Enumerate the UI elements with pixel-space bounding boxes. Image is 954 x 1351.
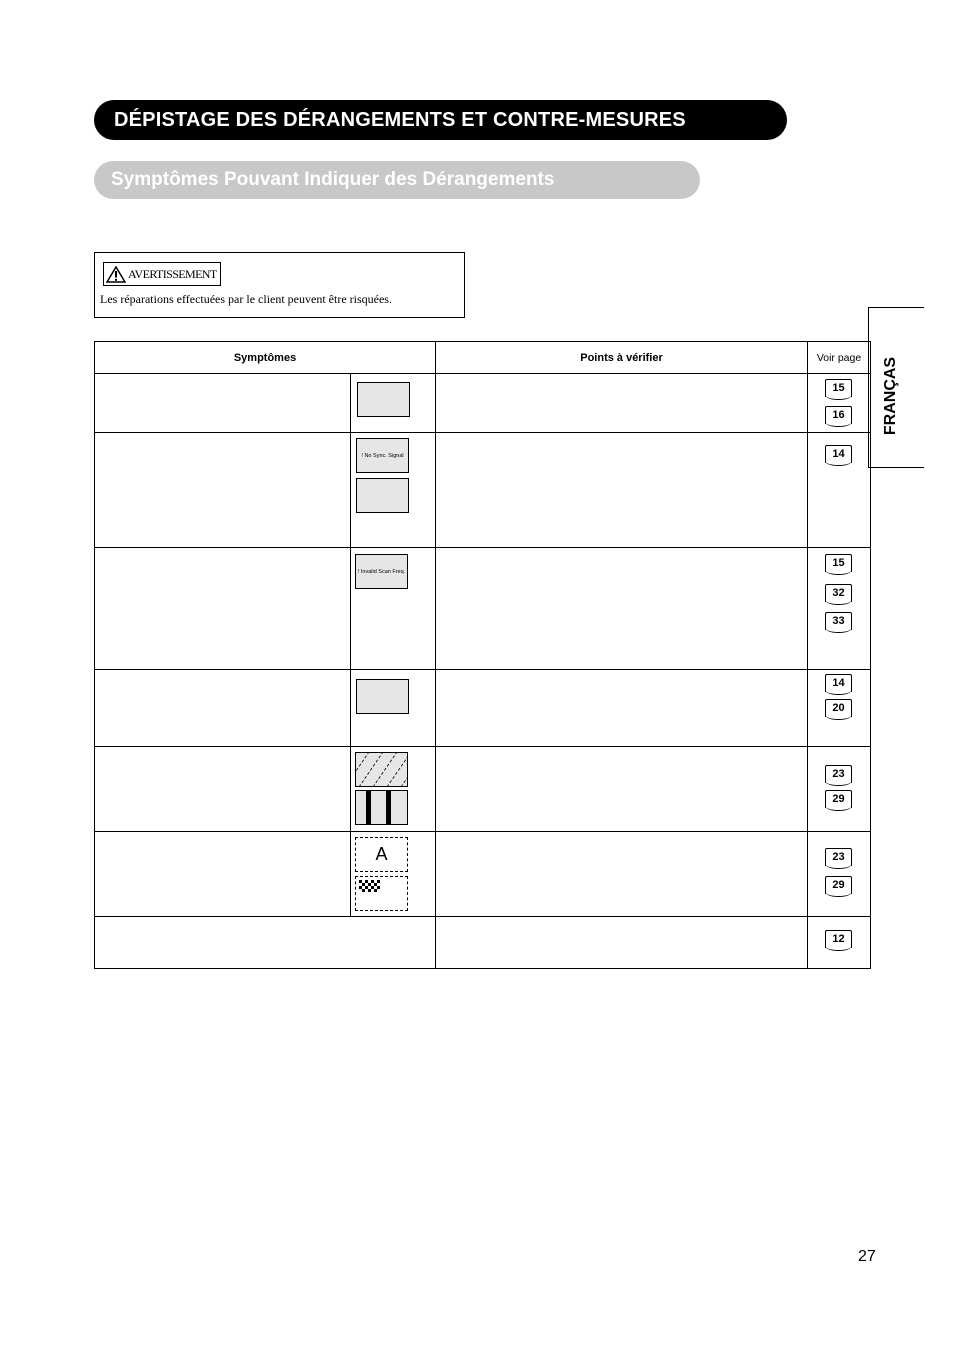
screen-vertical-bars	[355, 790, 408, 825]
points-cell	[436, 374, 808, 433]
table-row	[95, 917, 871, 969]
points-cell	[436, 917, 808, 969]
screen-no-sync-message: ! No Sync. Signal	[356, 438, 409, 473]
symptom-cell	[95, 670, 351, 747]
page-ref-book: 20	[825, 699, 852, 717]
header-pages: Voir page	[808, 342, 871, 374]
page-ref-book: 15	[825, 379, 852, 397]
points-cell	[436, 670, 808, 747]
header-symptoms: Symptômes	[95, 342, 436, 374]
screen-cell	[351, 747, 436, 832]
header-points: Points à vérifier	[436, 342, 808, 374]
page-ref-book: 33	[825, 612, 852, 630]
page-ref-cell	[808, 548, 871, 670]
symptom-cell	[95, 374, 351, 433]
points-cell	[436, 548, 808, 670]
points-cell	[436, 747, 808, 832]
page-ref-cell	[808, 832, 871, 917]
warning-text: Les réparations effectuées par le client peuvent être risquées.	[100, 292, 392, 306]
screen-cell	[351, 374, 436, 433]
screen-blank	[357, 382, 410, 417]
page-number: 27	[858, 1248, 876, 1265]
page-ref-book: 29	[825, 876, 852, 894]
screen-blank	[356, 478, 409, 513]
points-cell	[436, 433, 808, 548]
page-ref-book: 23	[825, 848, 852, 866]
screen-invalid-scan-message: ! Invalid Scan Freq.	[355, 554, 408, 589]
symptom-cell	[95, 917, 436, 969]
warning-label-box	[103, 262, 221, 286]
section-title: DÉPISTAGE DES DÉRANGEMENTS ET CONTRE-MESURES	[114, 108, 686, 131]
screen-cell	[351, 670, 436, 747]
table-header-row	[95, 342, 871, 374]
subsection-title-bar	[94, 161, 700, 199]
page-ref-book: 14	[825, 674, 852, 692]
table-row	[95, 433, 871, 548]
page-ref-cell	[808, 917, 871, 969]
screen-cell	[351, 433, 436, 548]
symptom-cell	[95, 832, 351, 917]
page-ref-cell	[808, 374, 871, 433]
points-cell	[436, 832, 808, 917]
page-ref-book: 15	[825, 554, 852, 572]
warning-triangle-icon	[106, 266, 126, 283]
page-ref-book: 23	[825, 765, 852, 783]
page-ref-cell	[808, 433, 871, 548]
page-ref-book: 16	[825, 406, 852, 424]
page-ref-cell	[808, 747, 871, 832]
symptom-cell	[95, 747, 351, 832]
screen-blank	[356, 679, 409, 714]
table-row	[95, 832, 871, 917]
page-ref-book: 12	[825, 930, 852, 948]
warning-box	[94, 252, 465, 318]
page-ref-book: 29	[825, 790, 852, 808]
table-row	[95, 374, 871, 433]
warning-label: AVERTISSEMENT	[128, 266, 217, 281]
page-ref-cell	[808, 670, 871, 747]
language-tab	[868, 307, 924, 468]
symptom-cell	[95, 433, 351, 548]
section-title-bar	[94, 100, 787, 140]
subsection-title: Symptômes Pouvant Indiquer des Dérangements	[111, 169, 555, 190]
symptom-cell	[95, 548, 351, 670]
page-ref-book: 14	[825, 445, 852, 463]
troubleshooting-table	[94, 341, 871, 969]
language-tab-label: FRANÇAS	[882, 356, 899, 436]
screen-blurred-character: A	[355, 837, 408, 872]
table-row	[95, 747, 871, 832]
table-row	[95, 670, 871, 747]
table-row	[95, 548, 871, 670]
screen-cell	[351, 548, 436, 670]
page-ref-book: 32	[825, 584, 852, 602]
screen-diagonal-noise	[355, 752, 408, 787]
screen-checkered-pattern	[355, 876, 408, 911]
screen-cell	[351, 832, 436, 917]
